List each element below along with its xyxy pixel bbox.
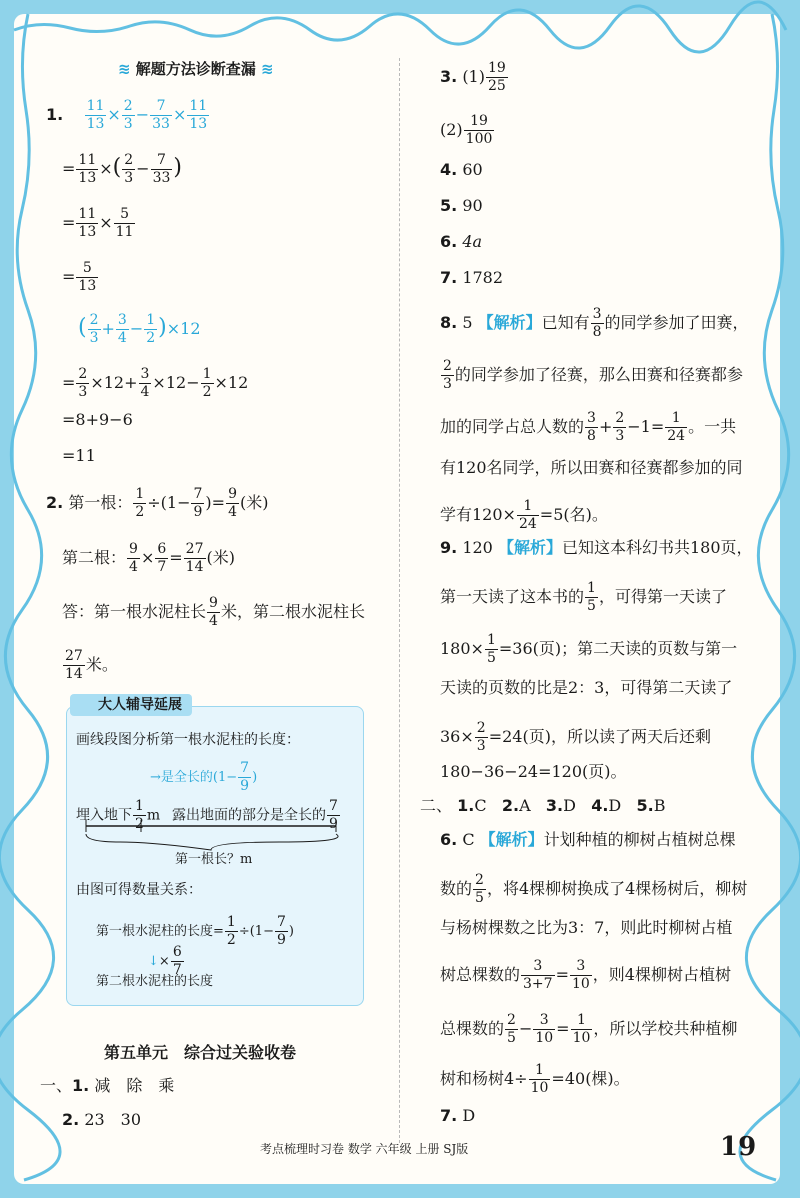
q9-line-5: 36× $\frac{2}{3}$ =24(页)，所以读了两天后还剩: [440, 720, 711, 754]
q5: 5. 90: [440, 196, 483, 215]
q8-line-2: $\frac{2}{3}$ 的同学参加了径赛，那么田赛和径赛都参: [443, 358, 743, 392]
q1-line-7: =8+9−6: [62, 410, 133, 429]
tip-total-label: 第一根长？m: [175, 852, 253, 867]
q8-line-1: 8. 5 【解析】已知有 $\frac{3}{8}$ 的同学参加了田赛，: [440, 306, 749, 340]
q3-line-2: (2) $\frac{19}{100}$: [440, 113, 493, 147]
q1-line-6: = $\frac{2}{3}$ ×12+ $\frac{3}{4}$ ×12− $\frac{1}{2}$ ×12: [62, 366, 249, 400]
page-number: 19: [720, 1132, 757, 1162]
q6: 6. 4a: [440, 232, 483, 251]
q2-line-2: 第二根： $\frac{9}{4}$ × $\frac{6}{7}$ = $\frac{27}{14}$ (米): [62, 541, 235, 575]
q1-line-4: = $\frac{5}{13}$: [62, 260, 97, 294]
tip-title: 大人辅导延展: [70, 694, 192, 716]
page-footer: 考点梳理时习卷 数学 六年级 上册 SJ版: [260, 1142, 469, 1156]
column-divider: [399, 58, 400, 1143]
q6b-line-2: 数的 $\frac{2}{5}$ ，将4棵柳树换成了4棵杨树后，柳树: [440, 872, 748, 906]
section-heading: ≋ 解题方法诊断查漏 ≋: [118, 60, 274, 78]
tip-relation: 由图可得数量关系：: [76, 882, 202, 898]
tip-intro: 画线段图分析第一根水泥柱的长度：: [76, 732, 300, 748]
q4: 4. 60: [440, 160, 483, 179]
tip-times: ↓× $\frac{6}{7}$: [148, 944, 182, 978]
q1-line-8: =11: [62, 446, 96, 465]
tip-buried-label: 埋入地下 $\frac{1}{2}$ m: [76, 798, 161, 832]
q9-line-4: 天读的页数的比是2：3，可得第二天读了: [440, 678, 733, 697]
q6b-line-6: 树和杨树4÷ $\frac{1}{10}$ =40(棵)。: [440, 1062, 630, 1096]
q9-line-2: 第一天读了这本书的 $\frac{1}{5}$ ，可得第一天读了: [440, 580, 727, 614]
s1-q1: 一、1. 减 除 乘: [40, 1076, 175, 1095]
q2-line-3: 答：第一根水泥柱长 $\frac{9}{4}$ 米，第二根水泥柱长: [62, 595, 365, 629]
q9-line-3: 180× $\frac{1}{5}$ =36(页)；第二天读的页数与第一: [440, 632, 738, 666]
q6b-line-5: 总棵数的 $\frac{2}{5}$ − $\frac{3}{10}$ = $\frac{1}{10}$ ，所以学校共种植柳: [440, 1012, 738, 1046]
q7b: 7. D: [440, 1106, 476, 1125]
tip-relation-2: 第二根水泥柱的长度: [96, 974, 214, 989]
q8-line-3: 加的同学占总人数的 $\frac{3}{8}$ + $\frac{2}{3}$ −1= $\frac{1}{24}$ 。一共: [440, 410, 737, 444]
s1-q2: 2. 23 30: [62, 1110, 142, 1129]
tip-above-label: 露出地面的部分是全长的 $\frac{7}{9}$: [172, 798, 338, 832]
q1-line-1: 1. $\frac{11}{13}$ × $\frac{2}{3}$ − $\frac{7}{33}$ × $\frac{11}{13}$: [46, 98, 208, 132]
tip-arrow-label: →是全长的(1− $\frac{7}{9}$ ): [150, 760, 258, 794]
q2-line-1: 2. 第一根： $\frac{1}{2}$ ÷(1− $\frac{7}{9}$ )= $\frac{9}{4}$ (米): [46, 486, 269, 520]
unit-title: 第五单元 综合过关验收卷: [104, 1043, 297, 1062]
tip-relation-1: 第一根水泥柱的长度= $\frac{1}{2}$ ÷(1− $\frac{7}{9}$ ): [96, 914, 294, 948]
q9-line-6: 180−36−24=120(页)。: [440, 762, 627, 781]
q6b-line-4: 树总棵数的 $\frac{3}{3+7}$ = $\frac{3}{10}$ ，则4棵柳树占植树: [440, 958, 731, 992]
q3-line-1: 3. (1) $\frac{19}{25}$: [440, 60, 506, 94]
q8-line-5: 学有120× $\frac{1}{24}$ =5(名)。: [440, 498, 608, 532]
q2-line-4: $\frac{27}{14}$ 米。: [65, 648, 118, 682]
q9-line-1: 9. 120 【解析】已知这本科幻书共180页，: [440, 538, 753, 557]
q6b-line-3: 与杨树棵数之比为3：7，则此时柳树占植: [440, 918, 733, 937]
q1-line-2: = $\frac{11}{13}$ ×( $\frac{2}{3}$ − $\frac{7}{33}$ ): [62, 152, 182, 186]
q8-line-4: 有120名同学，所以田赛和径赛都参加的同: [440, 458, 743, 477]
q1-line-5: ( $\frac{2}{3}$ + $\frac{3}{4}$ − $\frac{1}{2}$ )×12: [78, 312, 201, 346]
q7: 7. 1782: [440, 268, 504, 287]
q6b-line-1: 6. C 【解析】计划种植的柳树占植树总棵: [440, 830, 736, 849]
s2-answers: 二、 1.C 2.A 3.D 4.D 5.B: [420, 796, 666, 815]
q1-line-3: = $\frac{11}{13}$ × $\frac{5}{11}$: [62, 206, 134, 240]
